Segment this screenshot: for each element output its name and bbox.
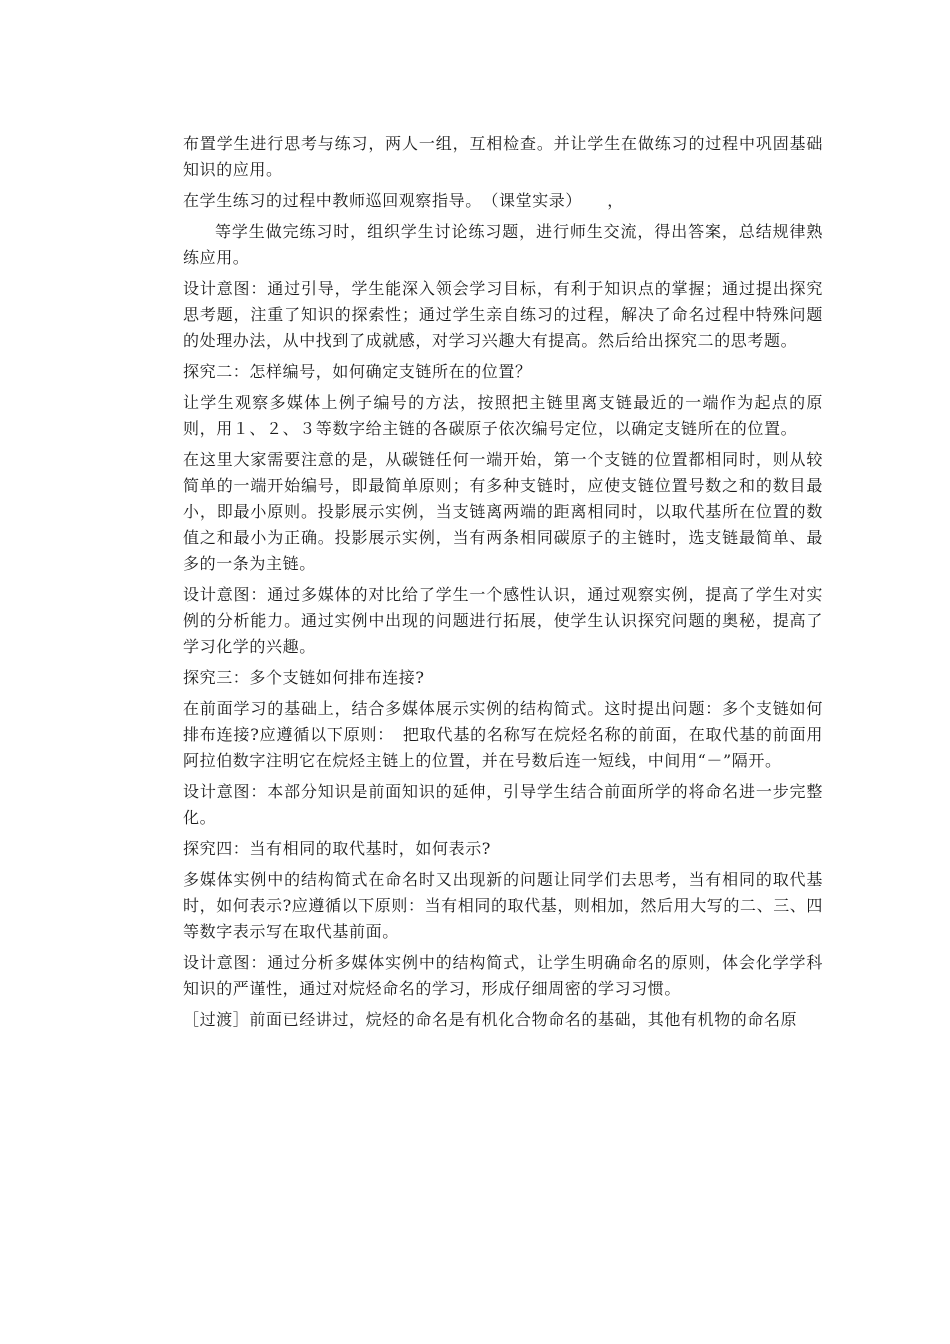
paragraph-numbering-notes: 在这里大家需要注意的是，从碳链任何一端开始，第一个支链的位置都相同时，则从较简单的一端开始编号，即最简单原则；有多种支链时，应使支链位置号数之和的数目最小，即最小原则。投影展示实例，当支链离两端的距离相同时，以取代基所在位置的数值之和最小为正确。投影展示实例，当有两条相同碳原子的主链时，选支链最简单、最多的一条为主链。: [183, 450, 823, 573]
paragraph-design-intent-3: 设计意图：本部分知识是前面知识的延伸，引导学生结合前面所学的将命名进一步完整化。: [183, 782, 823, 827]
heading-explore-four: 探究四：当有相同的取代基时，如何表示?: [183, 839, 491, 858]
paragraph-practice-arrangement: 布置学生进行思考与练习，两人一组，互相检查。并让学生在做练习的过程中巩固基础知识的应用。: [183, 134, 823, 179]
paragraph-discussion: 等学生做完练习时，组织学生讨论练习题，进行师生交流，得出答案，总结规律熟练应用。: [183, 222, 823, 267]
heading-explore-three: 探究三：多个支链如何排布连接?: [183, 668, 425, 687]
paragraph-numbering-method: 让学生观察多媒体上例子编号的方法，按照把主链里离支链最近的一端作为起点的原则，用１、２、３等数字给主链的各碳原子依次编号定位，以确定支链所在的位置。: [183, 393, 823, 438]
paragraph-design-intent-2: 设计意图：通过多媒体的对比给了学生一个感性认识，通过观察实例，提高了学生对实例的分析能力。通过实例中出现的问题进行拓展，使学生认识探究问题的奥秘，提高了学习化学的兴趣。: [183, 585, 823, 656]
paragraph-transition: ［过渡］前面已经讲过，烷烃的命名是有机化合物命名的基础，其他有机物的命名原: [183, 1010, 798, 1029]
document-body: [183, 131, 823, 1038]
paragraph-branch-arrangement: 在前面学习的基础上，结合多媒体展示实例的结构简式。这时提出问题：多个支链如何排布连接?应遵循以下原则： 把取代基的名称写在烷烃名称的前面，在取代基的前面用阿拉伯数字注明它在烷烃主链上的位置，并在号数后连一短线，中间用“－”隔开。: [183, 699, 823, 770]
paragraph-teacher-guidance: 在学生练习的过程中教师巡回观察指导。 （课堂实录） ，: [183, 191, 624, 210]
paragraph-same-substituents: 多媒体实例中的结构简式在命名时又出现新的问题让同学们去思考，当有相同的取代基时，如何表示?应遵循以下原则：当有相同的取代基，则相加，然后用大写的二、三、四等数字表示写在取代基前面。: [183, 870, 823, 941]
paragraph-design-intent-1: 设计意图：通过引导，学生能深入领会学习目标，有利于知识点的掌握；通过提出探究思考题，注重了知识的探索性；通过学生亲自练习的过程，解决了命名过程中特殊问题的处理办法，从中找到了成就感，对学习兴趣大有提高。然后给出探究二的思考题。: [183, 279, 823, 350]
paragraph-design-intent-4: 设计意图：通过分析多媒体实例中的结构简式，让学生明确命名的原则，体会化学学科知识的严谨性，通过对烷烃命名的学习，形成仔细周密的学习习惯。: [183, 953, 823, 998]
heading-explore-two: 探究二：怎样编号，如何确定支链所在的位置？: [183, 362, 532, 381]
